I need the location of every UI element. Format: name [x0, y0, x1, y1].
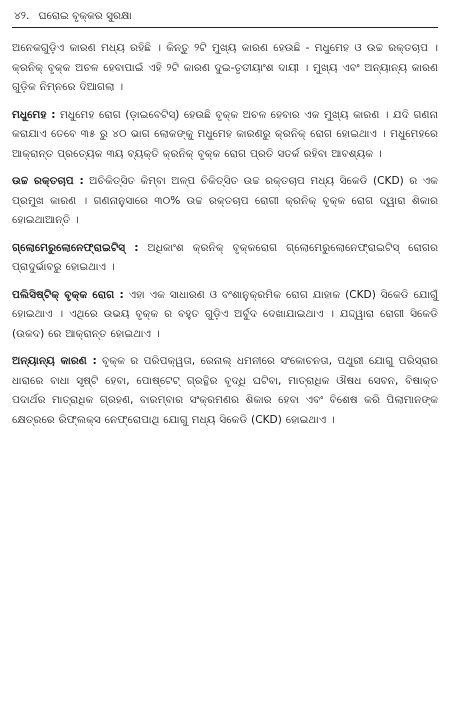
running-header	[12, 8, 438, 28]
diabetes-paragraph	[12, 106, 438, 165]
page-number: ୪୨.	[14, 10, 30, 22]
paragraph-text: ବୃକ୍କ ର ପରିପକ୍ୱତା, ରେନାଲ୍ ଧମନୀରେ ସଂକୋଚନତା, ପଥୁରୀ ଯୋଗୁ ପରିସ୍ରାର ଧାରାରେ ବାଧା ସୃଷ୍ଟି ହେବା, ପୋଷ୍ଟେଟ୍ ଗ୍ରନ୍ଥିର ବୃଦ୍ଧି ଘଟିବା, ମାତ୍ରାଧିକ ଔଷଧ ସେବନ, ବିଷାକ୍ତ ପଦାର୍ଥର ମାତ୍ରାଧିକ ଗ୍ରହଣ, ବାରମ୍ବାର ସଂକ୍ରମଣର ଶିକାର ହେବା ଏବଂ ବିଶେଷ କରି ପିଲାମାନଙ୍କ କ୍ଷେତ୍ରରେ ରିଫ୍ଲକ୍ସ ନେଫ୍ରୋପାଥି ଯୋଗୁ ମଧ୍ୟ ସିକେଡି (CKD) ହୋଇଥାଏ ।	[12, 355, 438, 426]
section-term: ମଧୁମେହ :	[12, 108, 56, 121]
section-term: ଅନ୍ୟାନ୍ୟ କାରଣ :	[12, 355, 97, 367]
glomerulonephritis-paragraph	[12, 239, 438, 278]
running-title: ଘରୋଇ ବୃକ୍କର ସୁରକ୍ଷା	[38, 10, 132, 22]
paragraph-text: ଅଚିକିତ୍ସିତ କିମ୍ବା ଅଳ୍ପ ଚିକିତ୍ସିତ ଉଚ୍ଚ ରକ୍ତଚାପ ମଧ୍ୟ ସିକେଡି (CKD) ର ଏକ ପ୍ରମୁଖ କାରଣ । ଗଣନାନୁସାରେ ୩୦% ଉଚ୍ଚ ରକ୍ତଚାପ ରୋଗୀ କ୍ରନିକ୍ ବୃକ୍କ ରୋଗ ଦ୍ୱାରା ଶିକାର ହୋଇଥାଆନ୍ତି ।	[12, 175, 438, 226]
polycystic-kidney-paragraph	[12, 286, 438, 345]
paragraph-text: ଅଧିକାଂଶ କ୍ରନିକ୍ ବୃକ୍କରୋଗ ଗ୍ଲୋମେରୁଲୋନେଫ୍ରାଇଟିସ୍ ରୋଗର ପ୍ରାଦୁର୍ଭାବରୁ ହୋଇଥାଏ ।	[12, 241, 439, 273]
paragraph-text: ଅନେକଗୁଡ଼ିଏ କାରଣ ମଧ୍ୟ ରହିଛି । କିନ୍ତୁ ୨ଟି ମୁଖ୍ୟ କାରଣ ହେଉଛି - ମଧୁମେହ ଓ ଉଚ୍ଚ ରକ୍ତଚାପ । କ୍ରନିକ୍ ବୃକ୍କ ଅଚଳ ହେବାପାଇଁ ଏହି ୨ଟି କାରଣ ଦୁଇ-ତୃତୀୟାଂଶ ଦାୟୀ । ମୁଖ୍ୟ ଏବଂ ଅନ୍ୟାନ୍ୟ କାରଣ ଗୁଡ଼ିକ ନିମ୍ନରେ ଦିଆଗଲା ।	[12, 42, 438, 93]
intro-paragraph	[12, 39, 438, 98]
paragraph-text: ଏହା ଏକ ସାଧାରଣ ଓ ବଂଶାନୁକ୍ରମିକ ରୋଗ ଯାହାକ (CKD) ସିକେଡି ଯୋଗୁଁ ହୋଇଥାଏ । ଏଥିରେ ଉଭୟ ବୃକ୍କ ର ବହୁତ ଗୁଡ଼ିଏ ଅର୍ବୁଦ ଦେଖାଯାଇଥାଏ । ଯଦ୍ଦ୍ୱାରା ରୋଗୀ ସିକେଡି (ଉକଦ) ରେ ଆକ୍ରାନ୍ତ ହୋଇଥାଏ ।	[12, 288, 438, 340]
paragraph-text: ମଧୁମେହ ରୋଗ (ଡ଼ାଇବେଟିସ୍) ହେଉଛି ବୃକ୍କ ଅଚଳ ହେବାର ଏକ ମୁଖ୍ୟ କାରଣ । ଯଦି ଗଣନା କରାଯାଏ ତେବେ ୩୫ ରୁ ୪୦ ଭାଗ ଲୋକଙ୍କୁ ମଧୁମେହ କାରଣରୁ କ୍ରନିକ୍ ରୋଗ ହୋଇଥାଏ । ମଧୁମେହରେ ଆକ୍ରାନ୍ତ ପ୍ରତ୍ୟେକ ୩ୟ ବ୍ୟକ୍ତି କ୍ରନିକ୍ ବୃକ୍କ ରୋଗ ପ୍ରତି ସତର୍କ ରହିବା ଆବଶ୍ୟକ ।	[12, 108, 439, 160]
hypertension-paragraph	[12, 172, 438, 231]
section-term: ପଲିସିଷ୍ଟିକ୍ ବୃକ୍କ ରୋଗ :	[12, 288, 124, 301]
other-causes-paragraph	[12, 352, 438, 430]
section-term: ଉଚ୍ଚ ରକ୍ତଚାପ :	[12, 175, 84, 187]
section-term: ଗ୍ଲୋମେରୁଲୋନେଫ୍ରାଇଟିସ୍ :	[12, 241, 139, 254]
